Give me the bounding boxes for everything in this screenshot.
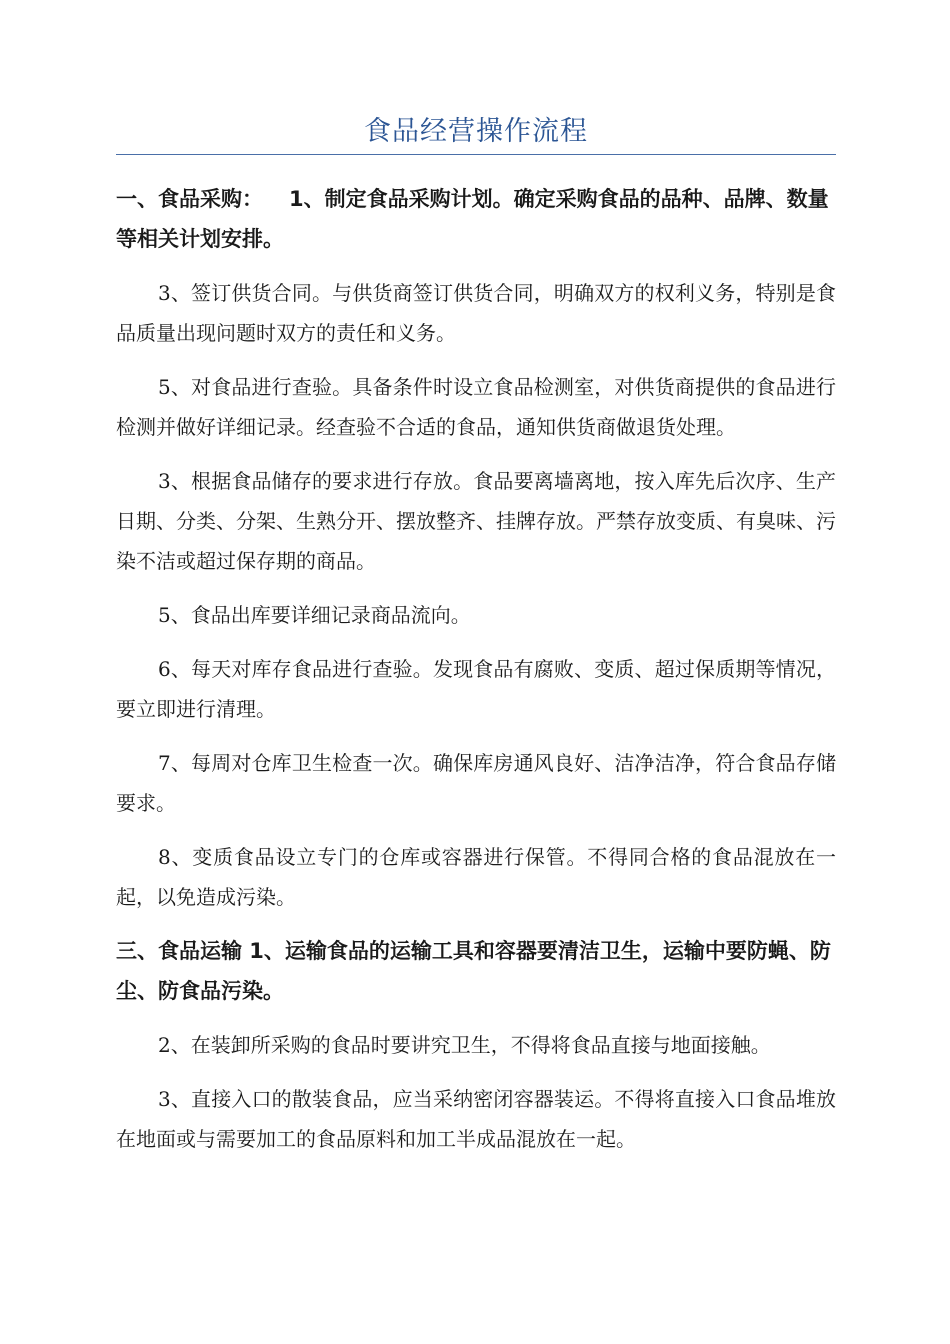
paragraph-outbound: 5、食品出库要详细记录商品流向。 (158, 603, 471, 627)
section-heading-transport: 三、食品运输 1、运输食品的运输工具和容器要清洁卫生，运输中要防蝇、防尘、防食品污染。 (116, 939, 831, 1003)
paragraph-daily-check: 6、每天对库存食品进行查验。发现食品有腐败、变质、超过保质期等情况，要立即进行清理。 (116, 657, 836, 721)
paragraph-weekly-check: 7、每周对仓库卫生检查一次。确保库房通风良好、洁净洁净，符合食品存储要求。 (116, 751, 836, 815)
section-heading-purchase-label: 一、食品采购： (116, 187, 263, 211)
document-page (116, 110, 836, 1173)
section-heading-purchase (116, 179, 836, 259)
paragraph-spoiled-storage: 8、变质食品设立专门的仓库或容器进行保管。不得同合格的食品混放在一起，以免造成污染。 (116, 845, 836, 909)
paragraph-loading: 2、在装卸所采购的食品时要讲究卫生，不得将食品直接与地面接触。 (158, 1033, 771, 1057)
paragraph-sealed-containers: 3、直接入口的散装食品，应当采纳密闭容器装运。不得将直接入口食品堆放在地面或与需要加工的食品原料和加工半成品混放在一起。 (116, 1087, 836, 1151)
paragraph-contract: 3、签订供货合同。与供货商签订供货合同，明确双方的权利义务，特别是食品质量出现问题时双方的责任和义务。 (116, 281, 836, 345)
paragraph-inspection: 5、对食品进行查验。具备条件时设立食品检测室，对供货商提供的食品进行检测并做好详细记录。经查验不合适的食品，通知供货商做退货处理。 (116, 375, 836, 439)
title-underline (116, 154, 836, 155)
document-title: 食品经营操作流程 (364, 116, 588, 147)
section-heading-purchase-text: 1、制定食品采购计划。确定采购食品的品种、品牌、数量等相关计划安排。 (116, 187, 829, 251)
paragraph-storage: 3、根据食品储存的要求进行存放。食品要离墙离地，按入库先后次序、生产日期、分类、分架、生熟分开、摆放整齐、挂牌存放。严禁存放变质、有臭味、污染不洁或超过保存期的商品。 (116, 469, 836, 573)
